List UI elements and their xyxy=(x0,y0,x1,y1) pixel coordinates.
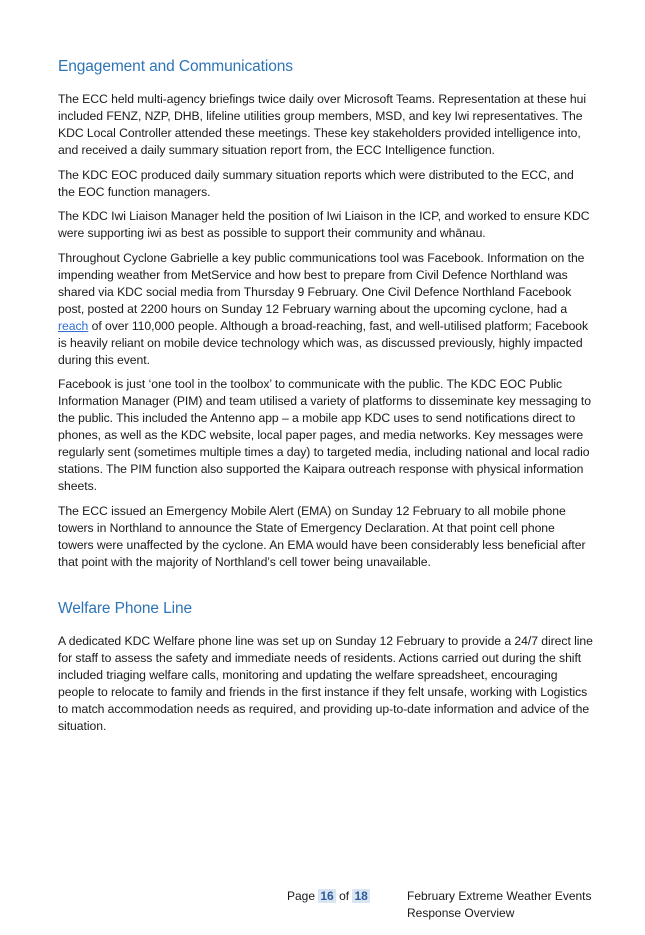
of-word: of xyxy=(339,889,350,903)
paragraph-ema: The ECC issued an Emergency Mobile Alert (EMA) on Sunday 12 February to all mobile phone towers in Northland to announce the State of Emergency Declaration. At that point cell phone towers were unaffected by the cyclone. An EMA would have been considerably less beneficial after that point with the majority of Northland’s cell tower being unavailable. xyxy=(58,503,586,569)
footer-title-line-2: Response Overview xyxy=(407,906,515,920)
section-heading-engagement: Engagement and Communications xyxy=(58,58,293,75)
paragraph-toolbox: Facebook is just ‘one tool in the toolbox’ to communicate with the public. The KDC EOC Public Information Manager (PIM) and team utilised a variety of platforms to disseminate key messaging to the public. This included the Antenno app – a mobile app KDC uses to send notifications direct to phones, as well as the KDC website, local paper pages, and media networks. Key messages were regularly sent (sometimes multiple times a day) to targeted media, including national and local radio stations. The PIM function also supported the Kaipara outreach response with physical information sheets. xyxy=(58,377,591,493)
paragraph-facebook-text-2: of over 110,000 people. Although a broad-reaching, fast, and well-utilised platform; Facebook is heavily reliant on mobile device technology which was, as discussed previously, highly impacted during this event. xyxy=(58,318,589,367)
paragraph-eoc-reports: The KDC EOC produced daily summary situation reports which were distributed to the ECC, and the EOC function managers. xyxy=(58,167,574,199)
footer-document-title xyxy=(407,888,592,922)
paragraph-briefings: The ECC held multi-agency briefings twice daily over Microsoft Teams. Representation at these hui included FENZ, NZP, DHB, lifeline utilities group members, MSD, and key Iwi representatives. The KDC Local Controller attended these meetings. These key stakeholders provided intelligence into, and received a daily summary situation report from, the ECC Intelligence function. xyxy=(58,92,587,157)
page-word: Page xyxy=(287,889,316,903)
section-heading-welfare: Welfare Phone Line xyxy=(58,599,193,617)
reach-link[interactable]: reach xyxy=(58,318,89,333)
paragraph-iwi-liaison: The KDC Iwi Liaison Manager held the position of Iwi Liaison in the ICP, and worked to ensure KDC were supporting iwi as best as possible to support their community and whānau. xyxy=(58,209,590,240)
document-body xyxy=(58,56,593,742)
paragraph-welfare-line: A dedicated KDC Welfare phone line was set up on Sunday 12 February to provide a 24/7 direct line for staff to assess the safety and immediate needs of residents. Actions carried out during the shift included triaging welfare calls, monitoring and updating the welfare spreadsheet, encouraging people to relocate to family and friends in the first instance if they felt unsafe, working with Logistics to match accommodation needs as required, and providing up-to-date information and advice of the situation. xyxy=(58,633,593,733)
page-total: 18 xyxy=(354,889,368,903)
page-current: 16 xyxy=(320,889,334,903)
paragraph-facebook-text-1: Throughout Cyclone Gabrielle a key public communications tool was Facebook. Information on the impending weather from MetService and how best to prepare from Civil Defence Northland was shared via KDC social media from Thursday 9 February. One Civil Defence Northland Facebook post, posted at 2200 hours on Sunday 12 February warning about the upcoming cyclone, had a xyxy=(58,250,585,316)
paragraph-facebook xyxy=(58,250,593,369)
footer-title-line-1: February Extreme Weather Events xyxy=(407,889,592,903)
page-number xyxy=(287,888,370,905)
